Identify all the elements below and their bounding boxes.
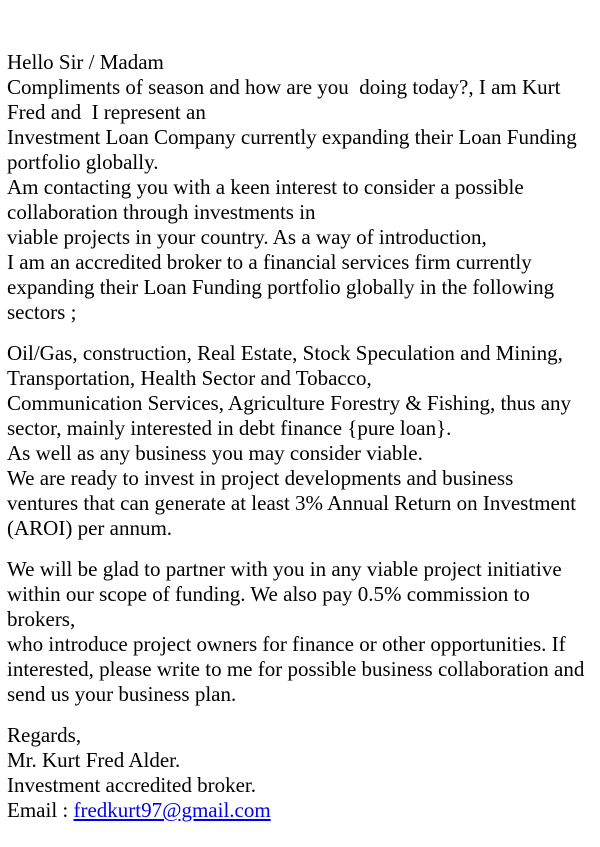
- text-line: sector, mainly interested in debt finance {pure loan}.: [7, 416, 452, 440]
- text-line: who introduce project owners for finance or other opportunities. If: [7, 632, 566, 656]
- text-line: Hello Sir / Madam: [7, 50, 164, 74]
- paragraph: [7, 341, 593, 541]
- text-line: brokers,: [7, 607, 76, 631]
- text-line: Oil/Gas, construction, Real Estate, Stock Speculation and Mining,: [7, 341, 563, 365]
- text-line: portfolio globally.: [7, 150, 159, 174]
- text-line: Communication Services, Agriculture Forestry & Fishing, thus any: [7, 391, 572, 415]
- text-line: Fred and I represent an: [7, 100, 206, 124]
- text-line: collaboration through investments in: [7, 200, 316, 224]
- text-line: Transportation, Health Sector and Tobacco,: [7, 366, 372, 390]
- paragraph: [7, 557, 593, 707]
- text-line: sectors ;: [7, 300, 77, 324]
- paragraph: [7, 723, 593, 798]
- text-line: I am an accredited broker to a financial services firm currently: [7, 250, 532, 274]
- text-line: interested, please write to me for possible business collaboration and: [7, 657, 585, 681]
- text-line: send us your business plan.: [7, 682, 237, 706]
- text-line: ventures that can generate at least 3% Annual Return on Investment: [7, 491, 577, 515]
- signature-email-line: [7, 798, 593, 823]
- text-line: Compliments of season and how are you doing today?, I am Kurt: [7, 75, 561, 99]
- text-line: expanding their Loan Funding portfolio globally in the following: [7, 275, 555, 299]
- email-label: Email :: [7, 798, 74, 822]
- text-line: We are ready to invest in project developments and business: [7, 466, 514, 490]
- text-line: Investment Loan Company currently expanding their Loan Funding: [7, 125, 577, 149]
- text-line: viable projects in your country. As a way of introduction,: [7, 225, 487, 249]
- text-line: (AROI) per annum.: [7, 516, 173, 540]
- email-paragraphs: [7, 50, 593, 798]
- text-line: We will be glad to partner with you in any viable project initiative: [7, 557, 562, 581]
- top-spacer: [7, 0, 593, 50]
- paragraph: [7, 50, 593, 325]
- text-line: within our scope of funding. We also pay 0.5% commission to: [7, 582, 530, 606]
- text-line: As well as any business you may consider viable.: [7, 441, 423, 465]
- email-link[interactable]: fredkurt97@gmail.com: [73, 798, 271, 822]
- text-line: Investment accredited broker.: [7, 773, 256, 797]
- text-line: Regards,: [7, 723, 82, 747]
- text-line: Mr. Kurt Fred Alder.: [7, 748, 181, 772]
- text-line: Am contacting you with a keen interest to consider a possible: [7, 175, 524, 199]
